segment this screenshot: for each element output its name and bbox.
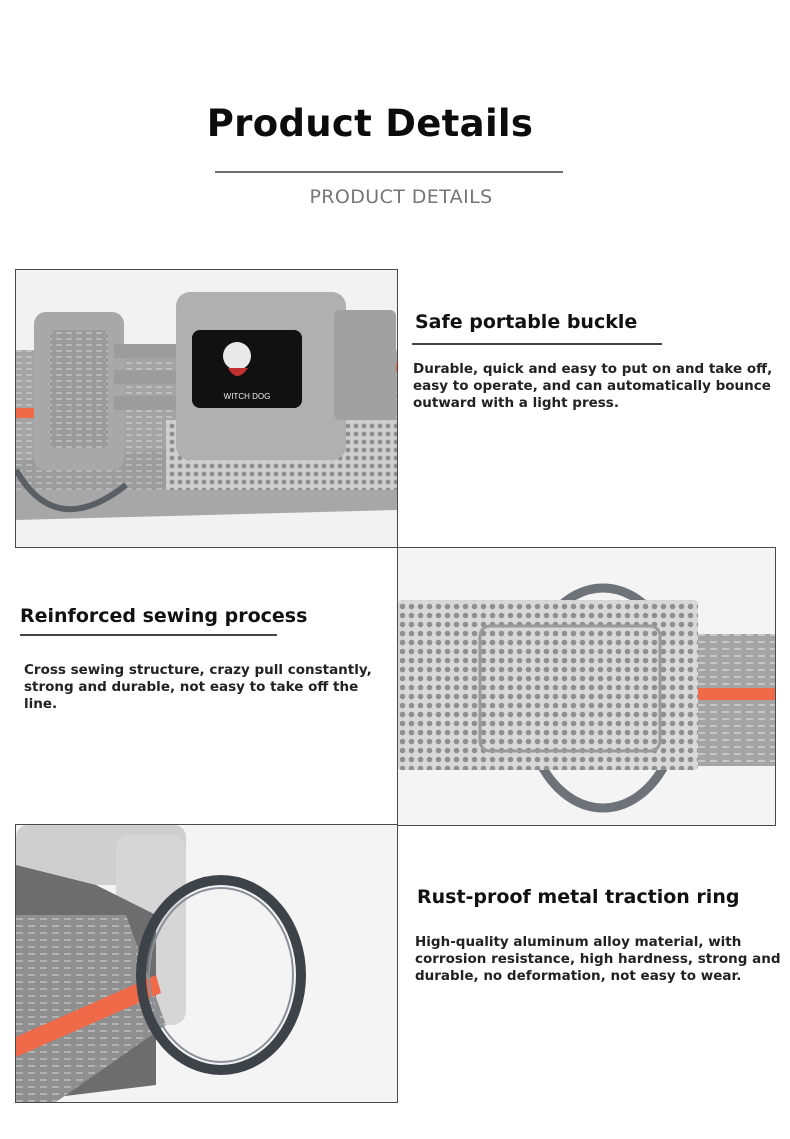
feature-divider-buckle — [412, 343, 662, 345]
sewing-photo — [397, 547, 776, 826]
feature-divider-sewing — [20, 634, 277, 636]
feature-text-ring: High-quality aluminum alloy material, with corrosion resistance, high hardness, strong and durable, no deformation, not easy to wear. — [415, 934, 781, 984]
page-title: Product Details — [206, 102, 534, 145]
title-divider — [215, 171, 563, 173]
buckle-logo-text: WITCH DOG — [223, 392, 271, 401]
feature-title-buckle: Safe portable buckle — [415, 311, 638, 333]
ring-photo — [15, 824, 398, 1103]
feature-title-ring: Rust-proof metal traction ring — [417, 886, 740, 908]
feature-text-sewing: Cross sewing structure, crazy pull constantly, strong and durable, not easy to take off the line. — [24, 662, 372, 712]
feature-text-buckle: Durable, quick and easy to put on and take off, easy to operate, and can automatically bounce outward with a light press. — [413, 361, 773, 411]
buckle-photo — [15, 269, 398, 548]
feature-title-sewing: Reinforced sewing process — [20, 605, 308, 627]
page-subtitle: PRODUCT DETAILS — [309, 186, 493, 208]
